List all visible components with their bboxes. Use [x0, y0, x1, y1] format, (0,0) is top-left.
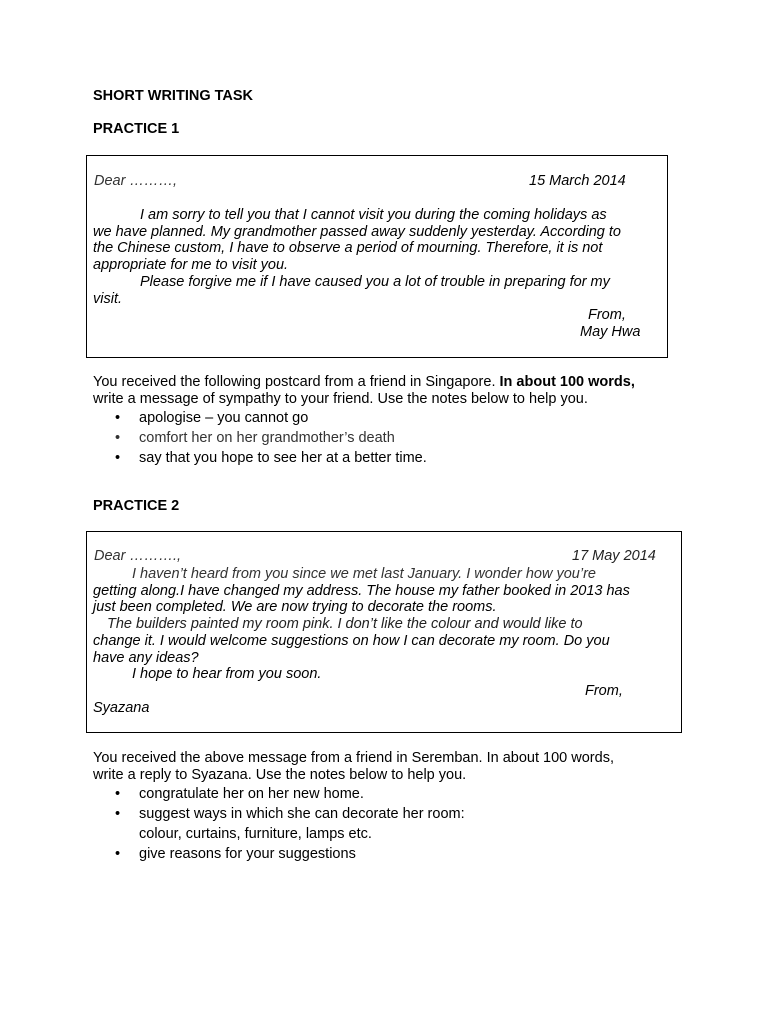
practice-1-instruction — [93, 374, 635, 408]
instruction-2-line: write a reply to Syazana. Use the notes below to help you. — [93, 767, 467, 783]
letter-2-greeting: Dear ………., — [94, 548, 182, 564]
instruction-1-text-end: write a message of sympathy to your friend. Use the notes below to help you. — [93, 391, 588, 407]
letter-2-line: have any ideas? — [93, 649, 199, 666]
letter-1-date: 15 March 2014 — [529, 173, 626, 189]
practice-2-letter-box — [86, 531, 682, 733]
instruction-1-text: You received the following postcard from a friend in Singapore. — [93, 374, 500, 390]
letter-2-line: getting along.I have changed my address. The house my father booked in 2013 has — [93, 582, 630, 599]
letter-2-line: change it. I would welcome suggestions on how I can decorate my room. Do you — [93, 632, 610, 649]
list-item: • say that you hope to see her at a better time. — [93, 448, 427, 468]
page-title: SHORT WRITING TASK — [93, 88, 254, 104]
letter-1-line: visit. — [93, 290, 122, 307]
letter-1-greeting: Dear ………, — [94, 173, 177, 189]
letter-1-line: I am sorry to tell you that I cannot visit you during the coming holidays as — [140, 207, 607, 223]
list-item: • apologise – you cannot go — [93, 408, 427, 428]
letter-2-signature: Syazana — [93, 700, 150, 716]
list-item: • comfort her on her grandmother’s death — [93, 428, 427, 448]
letter-2-date: 17 May 2014 — [572, 548, 656, 564]
letter-1-body — [93, 207, 621, 307]
list-item: • suggest ways in which she can decorate her room: — [93, 804, 465, 824]
letter-2-line: I haven’t heard from you since we met last January. I wonder how you’re — [132, 566, 596, 582]
practice-1-letter-box — [86, 155, 668, 358]
letter-2-line: I hope to hear from you soon. — [132, 666, 322, 683]
letter-2-body — [93, 566, 630, 683]
list-item: colour, curtains, furniture, lamps etc. — [139, 826, 372, 842]
practice-1-heading: PRACTICE 1 — [93, 121, 180, 137]
list-item: • give reasons for your suggestions — [93, 844, 465, 864]
letter-2-line: just been completed. We are now trying to decorate the rooms. — [93, 599, 497, 616]
letter-1-line: appropriate for me to visit you. — [93, 257, 289, 274]
practice-2-notes — [93, 784, 465, 864]
practice-2-instruction — [93, 750, 614, 784]
letter-2-closing: From, — [585, 683, 623, 699]
letter-1-closing: From, — [588, 307, 626, 323]
instruction-2-line: You received the above message from a friend in Seremban. In about 100 words, — [93, 750, 614, 766]
instruction-1-word-limit: In about 100 words, — [499, 374, 635, 390]
letter-2-line: The builders painted my room pink. I don’t like the colour and would like to — [107, 616, 583, 633]
letter-1-line: Please forgive me if I have caused you a lot of trouble in preparing for my — [140, 273, 610, 290]
list-item: • congratulate her on her new home. — [93, 784, 465, 804]
letter-1-signature: May Hwa — [580, 324, 641, 340]
practice-1-notes — [93, 408, 427, 468]
practice-2-heading: PRACTICE 2 — [93, 498, 180, 514]
letter-1-line: the Chinese custom, I have to observe a period of mourning. Therefore, it is not — [93, 240, 603, 257]
letter-1-line: we have planned. My grandmother passed away suddenly yesterday. According to — [93, 223, 621, 240]
